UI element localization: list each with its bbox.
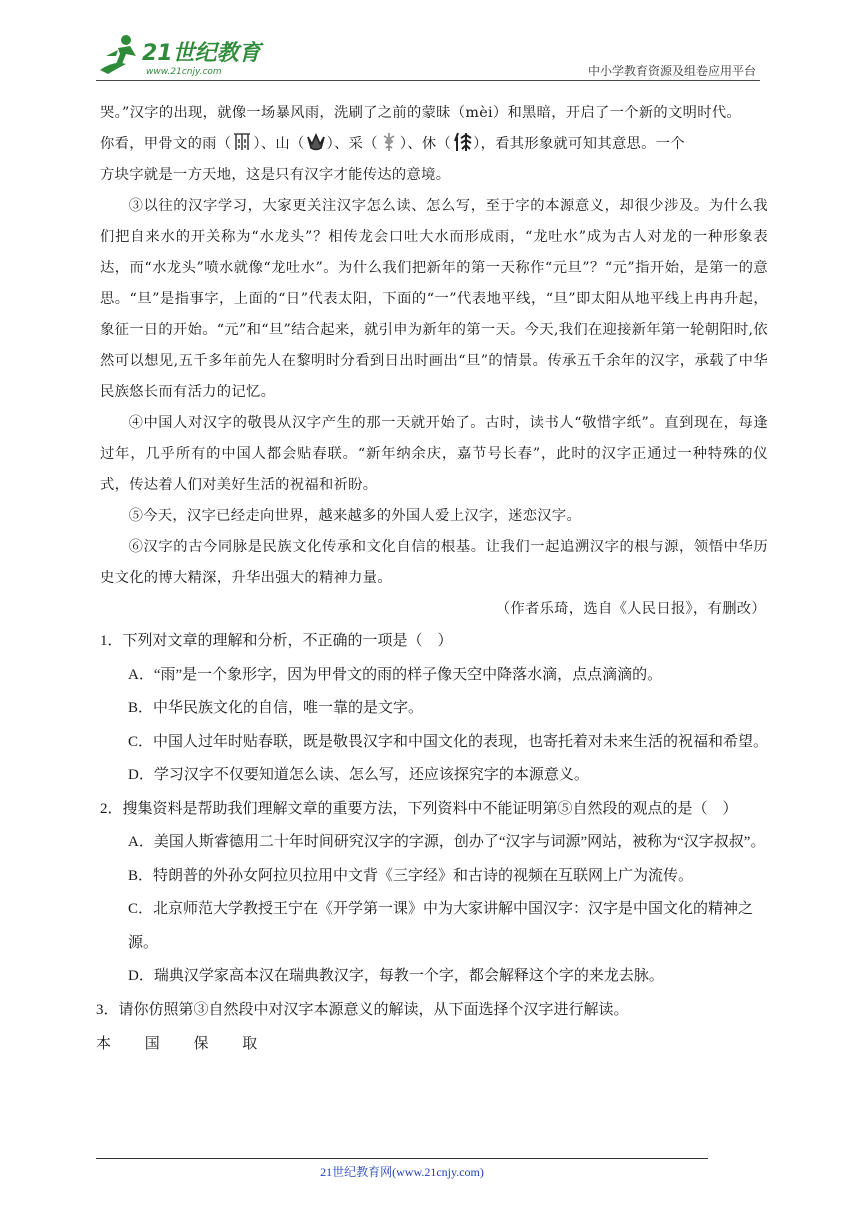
paragraph-3: ③以往的汉字学习，大家更关注汉字怎么读、怎么写，至于字的本源意义，却很少涉及。为什么我们把自来水的开关称为“水龙头”？相传龙会口吐大水而形成雨，“龙吐水”成为古人对龙的一种形象表达，而“水龙头”喷水就像“龙吐水”。为什么我们把新年的第一天称作“元旦”？“元”指开始，是第一的意思。“旦”是指事字，上面的“日”代表太阳，下面的“一”代表地平线，“旦”即太阳从地平线上冉冉升起，象征一日的开始。“元”和“旦”结合起来，就引申为新年的第一天。今天,我们在迎接新年第一轮朝阳时,依然可以想见,五千多年前先人在黎明时分看到日出时画出“旦”的情景。传承五千余年的汉字，承载了中华民族悠长而有活力的记忆。 bbox=[100, 198, 768, 400]
footer-link[interactable]: 21世纪教育网(www.21cnjy.com) bbox=[320, 1165, 484, 1179]
question-3-char-list bbox=[96, 1029, 768, 1059]
page-header bbox=[96, 30, 760, 80]
question-1-stem: 1．下列对文章的理解和分析，不正确的一项是（ ） bbox=[100, 633, 453, 649]
char-option: 国 bbox=[144, 1036, 160, 1052]
oracle-rest-icon bbox=[452, 131, 472, 153]
question-1-option-a: A．“雨”是一个象形字，因为甲骨文的雨的样子像天空中降落水滴，点点滴滴的。 bbox=[128, 666, 663, 683]
article-credit: （作者乐琦，选自《人民日报》，有删改） bbox=[495, 601, 766, 617]
question-2-stem: 2．搜集资料是帮助我们理解文章的重要方法，下列资料中不能证明第⑤自然段的观点的是（ ） bbox=[100, 800, 738, 817]
question-3-stem: 3．请你仿照第③自然段中对汉字本源意义的解读，从下面选择个汉字进行解读。 bbox=[96, 1001, 629, 1018]
page-content bbox=[96, 98, 769, 1059]
footer-divider bbox=[96, 1158, 708, 1159]
site-logo bbox=[96, 30, 266, 78]
paragraph-intro-line1: 哭。”汉字的出现，就像一场暴风雨，洗刷了之前的蒙昧（mèi）和黑暗，开启了一个新的文明时代。 bbox=[100, 105, 742, 121]
oracle-rain-icon bbox=[232, 131, 252, 153]
question-1-option-d: D．学习汉字不仅要知道怎么读、怎么写，还应该探究字的本源意义。 bbox=[128, 767, 589, 783]
logo-text: 21世纪教育 bbox=[142, 41, 261, 66]
paragraph-intro-line3: 方块字就是一方天地，这是只有汉字才能传达的意境。 bbox=[100, 167, 451, 183]
logo-url: www.21cnjy.com bbox=[146, 67, 222, 77]
platform-label: 中小学教育资源及组卷应用平台 bbox=[587, 64, 756, 78]
question-1-option-b: B．中华民族文化的自信，唯一靠的是文字。 bbox=[128, 700, 424, 716]
paragraph-6: ⑥汉字的古今同脉是民族文化传承和文化自信的根基。让我们一起追溯汉字的根与源，领悟中华历史文化的博大精深，升华出强大的精神力量。 bbox=[100, 539, 768, 586]
char-option: 保 bbox=[193, 1036, 209, 1052]
paragraph-5: ⑤今天，汉字已经走向世界，越来越多的外国人爱上汉字，迷恋汉字。 bbox=[128, 508, 582, 524]
paragraph-4: ④中国人对汉字的敬畏从汉字产生的那一天就开始了。古时，读书人“敬惜字纸”。直到现在，每逢过年，几乎所有的中国人都会贴春联。“新年纳余庆，嘉节号长春”，此时的汉字正通过一种特殊的仪式，传达着人们对美好生活的祝福和祈盼。 bbox=[100, 415, 768, 493]
question-2-option-a: A．美国人斯睿德用二十年时间研究汉字的字源，创办了“汉字与词源”网站，被称为“汉字叔叔”。 bbox=[128, 834, 766, 850]
question-2-option-d: D．瑞典汉学家高本汉在瑞典教汉字，每教一个字，都会解释这个字的来龙去脉。 bbox=[128, 968, 664, 984]
oracle-mountain-icon bbox=[306, 131, 326, 153]
oracle-pick-icon bbox=[379, 131, 399, 153]
question-2-option-c-cont: 源。 bbox=[128, 934, 159, 951]
header-divider bbox=[96, 80, 760, 81]
paragraph-intro-line2: 你看，甲骨文的雨（ ）、山（ ）、采（ ）、休（ ），看其形象就可知其意思。一个 bbox=[100, 129, 768, 160]
char-option: 取 bbox=[242, 1036, 258, 1052]
question-2-option-c: C．北京师范大学教授王宁在《开学第一课》中为大家讲解中国汉字：汉字是中国文化的精神之 bbox=[128, 901, 754, 917]
char-option: 本 bbox=[96, 1036, 112, 1052]
question-2-option-b: B．特朗普的外孙女阿拉贝拉用中文背《三字经》和古诗的视频在互联网上广为流传。 bbox=[128, 867, 694, 884]
question-1-option-c: C．中国人过年时贴春联，既是敬畏汉字和中国文化的表现，也寄托着对未来生活的祝福和希望。 bbox=[128, 733, 769, 750]
